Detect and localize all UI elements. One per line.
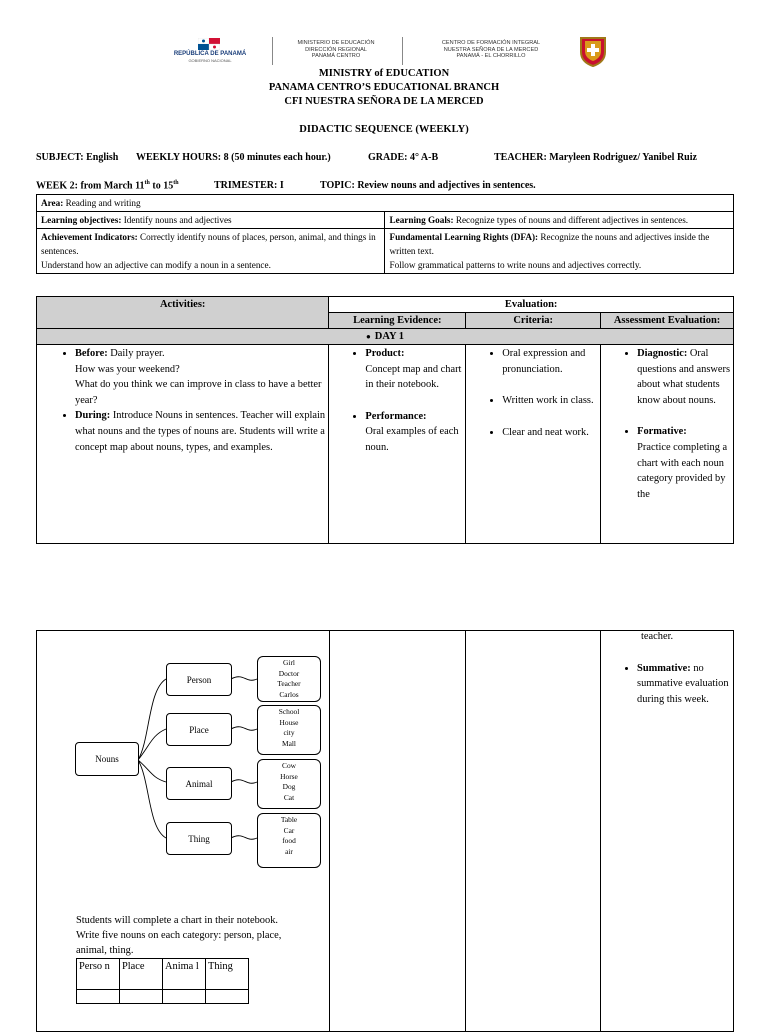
day-1-row: ● DAY 1	[37, 329, 734, 345]
weekly-hours-field: WEEKLY HOURS: 8 (50 minutes each hour.)	[136, 152, 331, 163]
subject-field: SUBJECT: English	[36, 152, 119, 163]
person-examples: Girl Doctor Teacher Carlos	[257, 656, 321, 702]
thing-node: Thing	[166, 822, 232, 855]
dfa-cell: Fundamental Learning Rights (DFA): Recognize the nouns and adjectives inside the written text. Follow grammatical patterns to write nouns and adjectives correctly.	[385, 229, 734, 274]
place-examples: School House city Mall	[257, 705, 321, 755]
chart-header-cell: Anima l	[163, 959, 206, 990]
week-field: WEEK 2: from March 11th to 15th	[36, 180, 179, 192]
place-node: Place	[166, 713, 232, 746]
assessment-header: Assessment Evaluation:	[601, 313, 734, 329]
learning-objectives-cell: Learning objectives: Identify nouns and adjectives	[37, 212, 385, 229]
school-title: CFI NUESTRA SEÑORA DE LA MERCED	[284, 96, 484, 107]
criteria-item: • Written work in class.	[502, 393, 600, 409]
area-cell: Area: Reading and writing	[37, 195, 734, 212]
chart-empty-cell	[206, 990, 249, 1004]
formative-continued: teacher.	[641, 631, 674, 642]
trimester-field: TRIMESTER: I	[214, 180, 284, 191]
branch-title: PANAMA CENTRO’S EDUCATIONAL BRANCH	[268, 82, 500, 93]
animal-examples: Cow Horse Dog Cat	[257, 759, 321, 809]
teacher-field: TEACHER: Maryleen Rodriguez/ Yanibel Ruiz	[494, 152, 697, 163]
center-logo-text: CENTRO DE FORMACIÓN INTEGRAL NUESTRA SEÑORA DE LA MERCED PANAMÁ - EL CHORRILLO	[441, 40, 541, 60]
product-item: • Product: Concept map and chart in their notebook.	[365, 346, 465, 393]
republic-sub: GOBIERNO NACIONAL	[188, 58, 232, 63]
diagnostic-item: • Diagnostic: Oral questions and answers about what students know about nouns.	[637, 346, 733, 408]
criteria-item: • Clear and neat work.	[502, 425, 600, 441]
before-item: • Before: Daily prayer. How was your weekend? What do you think we can improve in class to have a better year?	[75, 346, 328, 408]
chart-empty-cell	[120, 990, 163, 1004]
topic-field: TOPIC: Review nouns and adjectives in sentences.	[320, 180, 536, 191]
learning-evidence-header: Learning Evidence:	[329, 313, 466, 329]
chart-header-cell: Place	[120, 959, 163, 990]
chart-empty-cell	[163, 990, 206, 1004]
chart-instructions: Students will complete a chart in their notebook. Write five nouns on each category: person, place, animal, thing.	[76, 915, 282, 956]
performance-item: • Performance: Oral examples of each noun.	[365, 409, 465, 456]
during-item: • During: Introduce Nouns in sentences. Teacher will explain what nouns and the types of nouns are. Students will write a concept map about nouns, types, and examples.	[75, 408, 328, 455]
person-node: Person	[166, 663, 232, 696]
learning-goals-cell: Learning Goals: Recognize types of nouns and different adjectives in sentences.	[385, 212, 734, 229]
chart-header-cell: Perso n	[77, 959, 120, 990]
nouns-node: Nouns	[75, 742, 139, 776]
criteria-header: Criteria:	[466, 313, 601, 329]
ministry-logo-text: MINISTERIO DE EDUCACIÓN DIRECCIÓN REGIONAL PANAMÁ CENTRO	[297, 40, 375, 60]
summative-item: • Summative: no summative evaluation during this week.	[637, 661, 733, 708]
formative-item: • Formative: Practice completing a chart with each noun category provided by the	[637, 424, 733, 502]
grade-field: GRADE: 4° A-B	[368, 152, 439, 163]
criteria-item: • Oral expression and pronunciation.	[502, 346, 600, 377]
chart-header-cell: Thing	[206, 959, 249, 990]
republic-name: REPÚBLICA DE PANAMÁ	[173, 51, 247, 57]
achievement-indicators-cell: Achievement Indicators: Correctly identify nouns of places, person, animal, and things in sentences. Understand how an adjective can modify a noun in a sentence.	[37, 229, 385, 274]
ministry-title: MINISTRY of EDUCATION	[318, 68, 450, 79]
activities-header: Activities:	[37, 297, 329, 329]
chart-empty-cell	[77, 990, 120, 1004]
animal-node: Animal	[166, 767, 232, 800]
evaluation-header: Evaluation:	[329, 297, 734, 313]
noun-category-chart	[76, 958, 249, 1004]
document-title: DIDACTIC SEQUENCE (WEEKLY)	[299, 124, 469, 135]
thing-examples: Table Car food air	[257, 813, 321, 868]
